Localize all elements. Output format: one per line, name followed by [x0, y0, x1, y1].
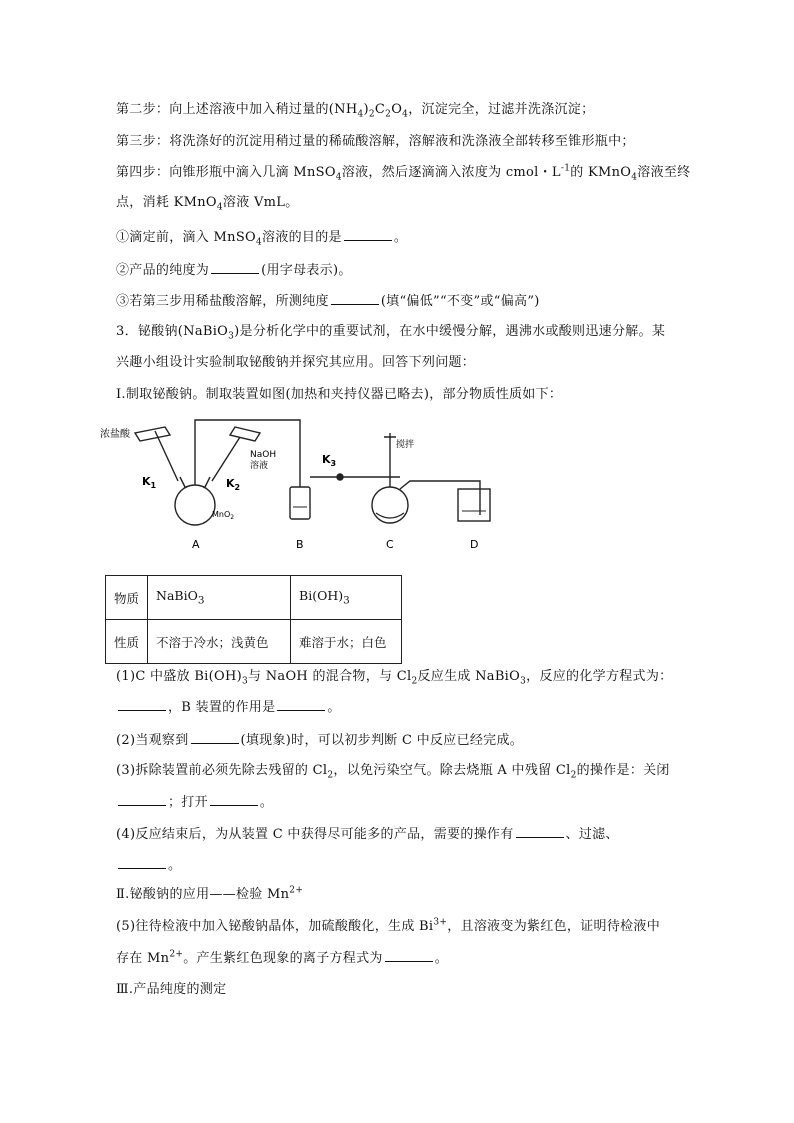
question-4-sub: (4)反应结束后，为从装置 C 中获得尽可能多的产品，需要的操作有 、过滤、 — [116, 827, 619, 842]
question-1-sub-2: ，B 装置的作用是 。 — [116, 698, 341, 717]
beaker-d — [458, 489, 490, 521]
answer-blank[interactable] — [118, 793, 166, 806]
answer-blank[interactable] — [118, 698, 166, 711]
question-2: ②产品的纯度为 (用字母表示)。 — [116, 263, 352, 278]
label-a: A — [192, 538, 200, 551]
flask-a — [175, 485, 215, 525]
label-k3: $K_3$ — [322, 453, 337, 468]
properties-table — [105, 575, 402, 664]
valve-k3[interactable] — [337, 474, 343, 480]
question-1-sub: (1)C 中盛放 $Bi(OH)_3$与 NaOH 的混合物，与 $Cl_2$反应生成 NaBiO$_3$，反应的化学方程式为： — [116, 669, 673, 687]
question-2-sub: (2)当观察到 (填现象)时，可以初步判断 C 中反应已经完成。 — [116, 733, 524, 748]
question-3: ③若第三步用稀盐酸溶解，所测纯度 (填“偏低”“不变”或“偏高”) — [116, 294, 540, 309]
step3-line: 第三步：将洗涤好的沉淀用稍过量的稀硫酸溶解，溶解液和洗涤液全部转移至锥形瓶中； — [116, 134, 635, 149]
label-b: B — [296, 538, 304, 551]
table-row — [106, 576, 402, 620]
label-stir: 搅拌 — [396, 440, 415, 450]
answer-blank[interactable] — [331, 292, 379, 305]
question-3-sub: (3)拆除装置前必须先除去残留的 $Cl_2$，以免污染空气。除去烧瓶 A 中残留 $Cl_2$的操作是：关闭 — [116, 763, 670, 781]
step2-line: 第二步：向上述溶液中加入稍过量的$(NH_4)_2C_2O_4$，沉淀完全，过滤并洗涤沉淀； — [116, 102, 595, 120]
section-2-heading: Ⅱ.铋酸钠的应用——检验 $Mn^{2+}$ — [116, 885, 304, 902]
bottle-b — [290, 487, 310, 519]
question-5: (5)往待检液中加入铋酸钠晶体，加硫酸酸化，生成 $Bi^{3+}$，且溶液变为紫红色，证明待检液中 — [116, 917, 661, 934]
apparatus-diagram — [100, 415, 510, 555]
label-naoh-solution: 溶液 — [250, 461, 269, 471]
label-c: C — [386, 538, 394, 551]
problem-3-intro: 3．铋酸钠(NaBiO$_3$)是分析化学中的重要试剂，在水中缓慢分解，遇沸水或酸则迅速分解。某 — [116, 324, 666, 342]
section-1-heading: Ⅰ.制取铋酸钠。制取装置如图(加热和夹持仪器已略去)，部分物质性质如下： — [116, 387, 563, 402]
table-cell: NaBiO$_3$ — [148, 576, 291, 620]
question-4-sub-2: 。 — [116, 856, 181, 875]
table-cell: 难溶于水；白色 — [291, 620, 402, 664]
answer-blank[interactable] — [344, 228, 392, 241]
answer-blank[interactable] — [118, 856, 166, 869]
section-3-heading: Ⅲ.产品纯度的测定 — [116, 982, 227, 997]
answer-blank[interactable] — [385, 949, 433, 962]
label-naoh: NaOH — [250, 450, 277, 460]
question-5-line-2: 存在 $Mn^{2+}$。产生紫红色现象的离子方程式为 。 — [116, 949, 449, 966]
answer-blank[interactable] — [210, 793, 258, 806]
funnel-hcl — [135, 427, 170, 441]
table-cell: $Bi(OH)_3$ — [291, 576, 402, 620]
label-mno2: MnO$_2$ — [212, 510, 235, 521]
label-hcl: 浓盐酸 — [100, 429, 130, 440]
question-3-sub-2: ；打开 。 — [116, 793, 273, 812]
question-1: ①滴定前，滴入 MnSO$_4$溶液的目的是 。 — [116, 230, 408, 248]
label-k2: $K_2$ — [226, 477, 241, 492]
funnel-naoh — [230, 427, 260, 441]
step4-line: 第四步：向锥形瓶中滴入几滴 MnSO$_4$溶液，然后逐滴滴入浓度为 cmol・$L^{-1}$的 KMnO$_4$溶液至终 — [116, 163, 691, 183]
answer-blank[interactable] — [191, 731, 239, 744]
step4-line-2: 点，消耗 KMnO$_4$溶液 VmL。 — [116, 195, 299, 213]
table-header-cell: 物质 — [106, 576, 148, 620]
label-k1: $K_1$ — [142, 475, 157, 490]
answer-blank[interactable] — [277, 698, 325, 711]
answer-blank[interactable] — [516, 825, 564, 838]
answer-blank[interactable] — [211, 261, 259, 274]
table-row — [106, 620, 402, 664]
problem-3-intro-2: 兴趣小组设计实验制取铋酸钠并探究其应用。回答下列问题： — [116, 355, 476, 370]
table-header-cell: 性质 — [106, 620, 148, 664]
table-cell: 不溶于冷水；浅黄色 — [148, 620, 291, 664]
label-d: D — [470, 538, 479, 551]
